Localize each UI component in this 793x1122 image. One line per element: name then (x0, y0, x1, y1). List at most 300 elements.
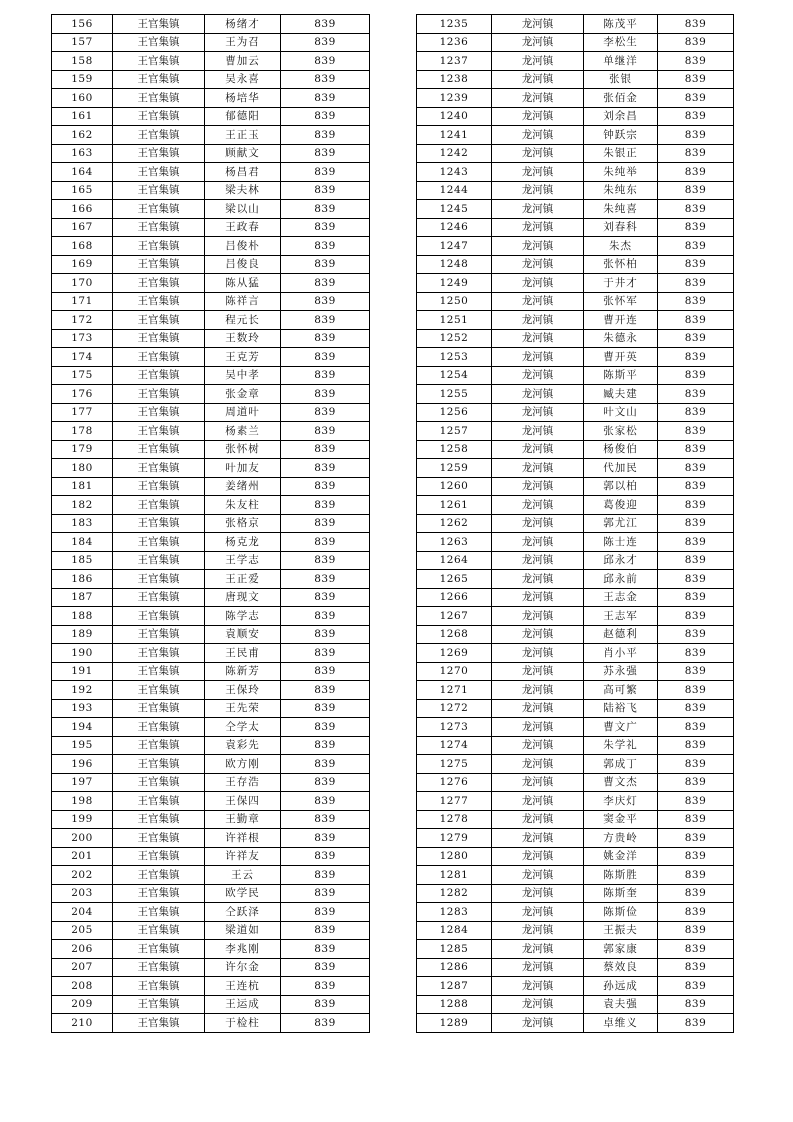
row-number-cell: 1255 (417, 385, 492, 404)
amount-cell: 839 (658, 829, 734, 848)
amount-cell: 839 (281, 570, 370, 589)
town-name-cell: 王官集镇 (113, 126, 205, 145)
town-name-cell: 龙河镇 (492, 144, 584, 163)
town-name-cell: 龙河镇 (492, 237, 584, 256)
row-number-cell: 200 (52, 829, 113, 848)
table-row (417, 625, 734, 644)
table-row (52, 218, 370, 237)
town-name-cell: 龙河镇 (492, 736, 584, 755)
town-name-cell: 龙河镇 (492, 903, 584, 922)
row-number-cell: 185 (52, 551, 113, 570)
town-name-cell: 龙河镇 (492, 126, 584, 145)
amount-cell: 839 (658, 1014, 734, 1033)
amount-cell: 839 (658, 15, 734, 34)
amount-cell: 839 (281, 255, 370, 274)
person-name-cell: 刘余昌 (584, 107, 658, 126)
amount-cell: 839 (281, 459, 370, 478)
table-row (417, 773, 734, 792)
person-name-cell: 朱杰 (584, 237, 658, 256)
town-name-cell: 王官集镇 (113, 144, 205, 163)
amount-cell: 839 (658, 607, 734, 626)
town-name-cell: 龙河镇 (492, 33, 584, 52)
person-name-cell: 张佰金 (584, 89, 658, 108)
row-number-cell: 1254 (417, 366, 492, 385)
town-name-cell: 王官集镇 (113, 274, 205, 293)
row-number-cell: 191 (52, 662, 113, 681)
table-row (52, 459, 370, 478)
row-number-cell: 1266 (417, 588, 492, 607)
person-name-cell: 王学志 (205, 551, 281, 570)
amount-cell: 839 (658, 70, 734, 89)
person-name-cell: 孙远成 (584, 977, 658, 996)
town-name-cell: 王官集镇 (113, 699, 205, 718)
amount-cell: 839 (658, 588, 734, 607)
row-number-cell: 1289 (417, 1014, 492, 1033)
person-name-cell: 王数玲 (205, 329, 281, 348)
row-number-cell: 172 (52, 311, 113, 330)
town-name-cell: 王官集镇 (113, 403, 205, 422)
table-row (417, 1014, 734, 1033)
row-number-cell: 167 (52, 218, 113, 237)
table-row (417, 255, 734, 274)
person-name-cell: 王志军 (584, 607, 658, 626)
amount-cell: 839 (658, 311, 734, 330)
town-name-cell: 龙河镇 (492, 588, 584, 607)
table-row (417, 181, 734, 200)
amount-cell: 839 (281, 681, 370, 700)
person-name-cell: 单继洋 (584, 52, 658, 71)
amount-cell: 839 (281, 422, 370, 441)
person-name-cell: 曹文广 (584, 718, 658, 737)
amount-cell: 839 (658, 218, 734, 237)
person-name-cell: 朱纯喜 (584, 200, 658, 219)
roster-table-right (416, 14, 734, 1033)
amount-cell: 839 (658, 366, 734, 385)
town-name-cell: 王官集镇 (113, 570, 205, 589)
table-row (52, 940, 370, 959)
person-name-cell: 朱纯举 (584, 163, 658, 182)
town-name-cell: 王官集镇 (113, 551, 205, 570)
table-row (417, 107, 734, 126)
table-row (417, 496, 734, 515)
town-name-cell: 王官集镇 (113, 422, 205, 441)
person-name-cell: 王克芳 (205, 348, 281, 367)
town-name-cell: 龙河镇 (492, 773, 584, 792)
table-row (417, 237, 734, 256)
row-number-cell: 178 (52, 422, 113, 441)
town-name-cell: 王官集镇 (113, 459, 205, 478)
town-name-cell: 龙河镇 (492, 181, 584, 200)
person-name-cell: 杨素兰 (205, 422, 281, 441)
row-number-cell: 1264 (417, 551, 492, 570)
row-number-cell: 193 (52, 699, 113, 718)
table-row (417, 977, 734, 996)
table-row (52, 440, 370, 459)
town-name-cell: 龙河镇 (492, 662, 584, 681)
row-number-cell: 181 (52, 477, 113, 496)
amount-cell: 839 (658, 107, 734, 126)
row-number-cell: 1241 (417, 126, 492, 145)
row-number-cell: 204 (52, 903, 113, 922)
table-row (417, 644, 734, 663)
town-name-cell: 王官集镇 (113, 884, 205, 903)
table-row (417, 736, 734, 755)
amount-cell: 839 (281, 755, 370, 774)
amount-cell: 839 (281, 866, 370, 885)
table-row (417, 533, 734, 552)
town-name-cell: 王官集镇 (113, 995, 205, 1014)
row-number-cell: 182 (52, 496, 113, 515)
table-row (52, 921, 370, 940)
town-name-cell: 龙河镇 (492, 884, 584, 903)
person-name-cell: 朱纯东 (584, 181, 658, 200)
town-name-cell: 龙河镇 (492, 255, 584, 274)
town-name-cell: 龙河镇 (492, 385, 584, 404)
town-name-cell: 王官集镇 (113, 736, 205, 755)
town-name-cell: 龙河镇 (492, 218, 584, 237)
person-name-cell: 陆裕飞 (584, 699, 658, 718)
table-row (52, 699, 370, 718)
person-name-cell: 张银 (584, 70, 658, 89)
person-name-cell: 郭尤江 (584, 514, 658, 533)
row-number-cell: 158 (52, 52, 113, 71)
person-name-cell: 欧方刚 (205, 755, 281, 774)
table-row (52, 995, 370, 1014)
table-row (417, 940, 734, 959)
row-number-cell: 1245 (417, 200, 492, 219)
town-name-cell: 龙河镇 (492, 829, 584, 848)
amount-cell: 839 (658, 810, 734, 829)
table-row (417, 33, 734, 52)
town-name-cell: 王官集镇 (113, 847, 205, 866)
person-name-cell: 王运成 (205, 995, 281, 1014)
table-row (417, 200, 734, 219)
table-row (52, 977, 370, 996)
table-row (417, 755, 734, 774)
person-name-cell: 葛俊迎 (584, 496, 658, 515)
person-name-cell: 吕俊良 (205, 255, 281, 274)
row-number-cell: 176 (52, 385, 113, 404)
table-row (52, 533, 370, 552)
row-number-cell: 1271 (417, 681, 492, 700)
person-name-cell: 蔡效良 (584, 958, 658, 977)
amount-cell: 839 (281, 533, 370, 552)
town-name-cell: 龙河镇 (492, 514, 584, 533)
row-number-cell: 199 (52, 810, 113, 829)
row-number-cell: 1257 (417, 422, 492, 441)
amount-cell: 839 (281, 792, 370, 811)
town-name-cell: 龙河镇 (492, 329, 584, 348)
person-name-cell: 朱友柱 (205, 496, 281, 515)
amount-cell: 839 (281, 588, 370, 607)
table-row (417, 810, 734, 829)
town-name-cell: 龙河镇 (492, 921, 584, 940)
amount-cell: 839 (658, 699, 734, 718)
person-name-cell: 袁顺安 (205, 625, 281, 644)
person-name-cell: 吴中孝 (205, 366, 281, 385)
table-row (52, 662, 370, 681)
row-number-cell: 1259 (417, 459, 492, 478)
town-name-cell: 王官集镇 (113, 255, 205, 274)
person-name-cell: 于井才 (584, 274, 658, 293)
row-number-cell: 1275 (417, 755, 492, 774)
row-number-cell: 189 (52, 625, 113, 644)
table-row (417, 385, 734, 404)
amount-cell: 839 (658, 477, 734, 496)
amount-cell: 839 (281, 440, 370, 459)
town-name-cell: 龙河镇 (492, 755, 584, 774)
town-name-cell: 王官集镇 (113, 70, 205, 89)
roster-table-left (51, 14, 370, 1033)
person-name-cell: 吕俊朴 (205, 237, 281, 256)
amount-cell: 839 (658, 681, 734, 700)
row-number-cell: 159 (52, 70, 113, 89)
table-row (52, 255, 370, 274)
town-name-cell: 王官集镇 (113, 440, 205, 459)
row-number-cell: 195 (52, 736, 113, 755)
row-number-cell: 192 (52, 681, 113, 700)
person-name-cell: 陈士连 (584, 533, 658, 552)
table-row (417, 847, 734, 866)
row-number-cell: 201 (52, 847, 113, 866)
person-name-cell: 王保玲 (205, 681, 281, 700)
table-row (417, 514, 734, 533)
person-name-cell: 吴永喜 (205, 70, 281, 89)
town-name-cell: 王官集镇 (113, 866, 205, 885)
person-name-cell: 邱永才 (584, 551, 658, 570)
table-row (417, 884, 734, 903)
row-number-cell: 1242 (417, 144, 492, 163)
person-name-cell: 杨俊伯 (584, 440, 658, 459)
row-number-cell: 171 (52, 292, 113, 311)
town-name-cell: 龙河镇 (492, 274, 584, 293)
table-row (417, 958, 734, 977)
person-name-cell: 许祥友 (205, 847, 281, 866)
row-number-cell: 1276 (417, 773, 492, 792)
person-name-cell: 赵德利 (584, 625, 658, 644)
table-row (52, 644, 370, 663)
row-number-cell: 1247 (417, 237, 492, 256)
person-name-cell: 陈茂平 (584, 15, 658, 34)
amount-cell: 839 (281, 126, 370, 145)
row-number-cell: 1262 (417, 514, 492, 533)
row-number-cell: 1261 (417, 496, 492, 515)
row-number-cell: 194 (52, 718, 113, 737)
town-name-cell: 王官集镇 (113, 681, 205, 700)
row-number-cell: 1258 (417, 440, 492, 459)
town-name-cell: 龙河镇 (492, 718, 584, 737)
table-row (52, 33, 370, 52)
table-row (417, 699, 734, 718)
amount-cell: 839 (658, 940, 734, 959)
amount-cell: 839 (658, 514, 734, 533)
table-row (417, 144, 734, 163)
amount-cell: 839 (281, 163, 370, 182)
table-row (52, 274, 370, 293)
town-name-cell: 龙河镇 (492, 459, 584, 478)
town-name-cell: 王官集镇 (113, 829, 205, 848)
table-row (417, 366, 734, 385)
amount-cell: 839 (281, 810, 370, 829)
row-number-cell: 1236 (417, 33, 492, 52)
amount-cell: 839 (658, 866, 734, 885)
town-name-cell: 王官集镇 (113, 607, 205, 626)
amount-cell: 839 (658, 459, 734, 478)
table-row (52, 366, 370, 385)
row-number-cell: 164 (52, 163, 113, 182)
table-row (417, 903, 734, 922)
row-number-cell: 1235 (417, 15, 492, 34)
town-name-cell: 龙河镇 (492, 163, 584, 182)
person-name-cell: 陈祥言 (205, 292, 281, 311)
town-name-cell: 龙河镇 (492, 533, 584, 552)
table-row (52, 773, 370, 792)
town-name-cell: 王官集镇 (113, 1014, 205, 1033)
person-name-cell: 王云 (205, 866, 281, 885)
row-number-cell: 168 (52, 237, 113, 256)
person-name-cell: 郭以柏 (584, 477, 658, 496)
amount-cell: 839 (658, 995, 734, 1014)
amount-cell: 839 (281, 181, 370, 200)
town-name-cell: 王官集镇 (113, 644, 205, 663)
row-number-cell: 1284 (417, 921, 492, 940)
person-name-cell: 许祥根 (205, 829, 281, 848)
person-name-cell: 朱银正 (584, 144, 658, 163)
person-name-cell: 陈斯平 (584, 366, 658, 385)
table-row (417, 995, 734, 1014)
row-number-cell: 1274 (417, 736, 492, 755)
amount-cell: 839 (658, 181, 734, 200)
table-row (417, 292, 734, 311)
amount-cell: 839 (658, 977, 734, 996)
table-row (52, 237, 370, 256)
table-row (417, 70, 734, 89)
town-name-cell: 王官集镇 (113, 533, 205, 552)
town-name-cell: 王官集镇 (113, 348, 205, 367)
person-name-cell: 王政春 (205, 218, 281, 237)
row-number-cell: 1278 (417, 810, 492, 829)
row-number-cell: 1272 (417, 699, 492, 718)
amount-cell: 839 (281, 70, 370, 89)
table-row (417, 440, 734, 459)
town-name-cell: 龙河镇 (492, 311, 584, 330)
town-name-cell: 龙河镇 (492, 644, 584, 663)
row-number-cell: 188 (52, 607, 113, 626)
table-row (52, 422, 370, 441)
amount-cell: 839 (658, 292, 734, 311)
amount-cell: 839 (281, 329, 370, 348)
row-number-cell: 198 (52, 792, 113, 811)
amount-cell: 839 (658, 200, 734, 219)
person-name-cell: 曹开英 (584, 348, 658, 367)
town-name-cell: 龙河镇 (492, 958, 584, 977)
table-row (52, 625, 370, 644)
person-name-cell: 钟跃宗 (584, 126, 658, 145)
row-number-cell: 1240 (417, 107, 492, 126)
person-name-cell: 叶加友 (205, 459, 281, 478)
town-name-cell: 龙河镇 (492, 496, 584, 515)
amount-cell: 839 (658, 570, 734, 589)
town-name-cell: 王官集镇 (113, 755, 205, 774)
amount-cell: 839 (658, 644, 734, 663)
row-number-cell: 1288 (417, 995, 492, 1014)
amount-cell: 839 (281, 903, 370, 922)
amount-cell: 839 (281, 292, 370, 311)
table-row (52, 144, 370, 163)
row-number-cell: 170 (52, 274, 113, 293)
row-number-cell: 1260 (417, 477, 492, 496)
row-number-cell: 1237 (417, 52, 492, 71)
amount-cell: 839 (281, 237, 370, 256)
person-name-cell: 王志金 (584, 588, 658, 607)
row-number-cell: 208 (52, 977, 113, 996)
amount-cell: 839 (658, 403, 734, 422)
amount-cell: 839 (658, 385, 734, 404)
row-number-cell: 1239 (417, 89, 492, 108)
row-number-cell: 209 (52, 995, 113, 1014)
row-number-cell: 1243 (417, 163, 492, 182)
table-row (52, 311, 370, 330)
person-name-cell: 叶文山 (584, 403, 658, 422)
row-number-cell: 156 (52, 15, 113, 34)
person-name-cell: 许尔金 (205, 958, 281, 977)
table-row (417, 311, 734, 330)
town-name-cell: 龙河镇 (492, 940, 584, 959)
amount-cell: 839 (281, 958, 370, 977)
town-name-cell: 龙河镇 (492, 977, 584, 996)
amount-cell: 839 (281, 89, 370, 108)
amount-cell: 839 (658, 329, 734, 348)
table-row (417, 718, 734, 737)
town-name-cell: 龙河镇 (492, 995, 584, 1014)
row-number-cell: 196 (52, 755, 113, 774)
row-number-cell: 1244 (417, 181, 492, 200)
row-number-cell: 1279 (417, 829, 492, 848)
town-name-cell: 龙河镇 (492, 570, 584, 589)
amount-cell: 839 (281, 311, 370, 330)
amount-cell: 839 (658, 52, 734, 71)
table-row (52, 607, 370, 626)
amount-cell: 839 (281, 607, 370, 626)
town-name-cell: 王官集镇 (113, 588, 205, 607)
town-name-cell: 龙河镇 (492, 681, 584, 700)
table-row (52, 15, 370, 34)
person-name-cell: 顾献文 (205, 144, 281, 163)
row-number-cell: 166 (52, 200, 113, 219)
town-name-cell: 王官集镇 (113, 200, 205, 219)
table-row (417, 52, 734, 71)
town-name-cell: 王官集镇 (113, 329, 205, 348)
table-row (52, 348, 370, 367)
person-name-cell: 曹加云 (205, 52, 281, 71)
row-number-cell: 183 (52, 514, 113, 533)
row-number-cell: 1263 (417, 533, 492, 552)
row-number-cell: 174 (52, 348, 113, 367)
town-name-cell: 王官集镇 (113, 958, 205, 977)
amount-cell: 839 (281, 699, 370, 718)
amount-cell: 839 (281, 348, 370, 367)
amount-cell: 839 (281, 625, 370, 644)
amount-cell: 839 (281, 773, 370, 792)
row-number-cell: 1251 (417, 311, 492, 330)
person-name-cell: 袁夫强 (584, 995, 658, 1014)
amount-cell: 839 (658, 736, 734, 755)
town-name-cell: 龙河镇 (492, 1014, 584, 1033)
town-name-cell: 王官集镇 (113, 292, 205, 311)
row-number-cell: 1283 (417, 903, 492, 922)
amount-cell: 839 (658, 163, 734, 182)
table-row (417, 218, 734, 237)
